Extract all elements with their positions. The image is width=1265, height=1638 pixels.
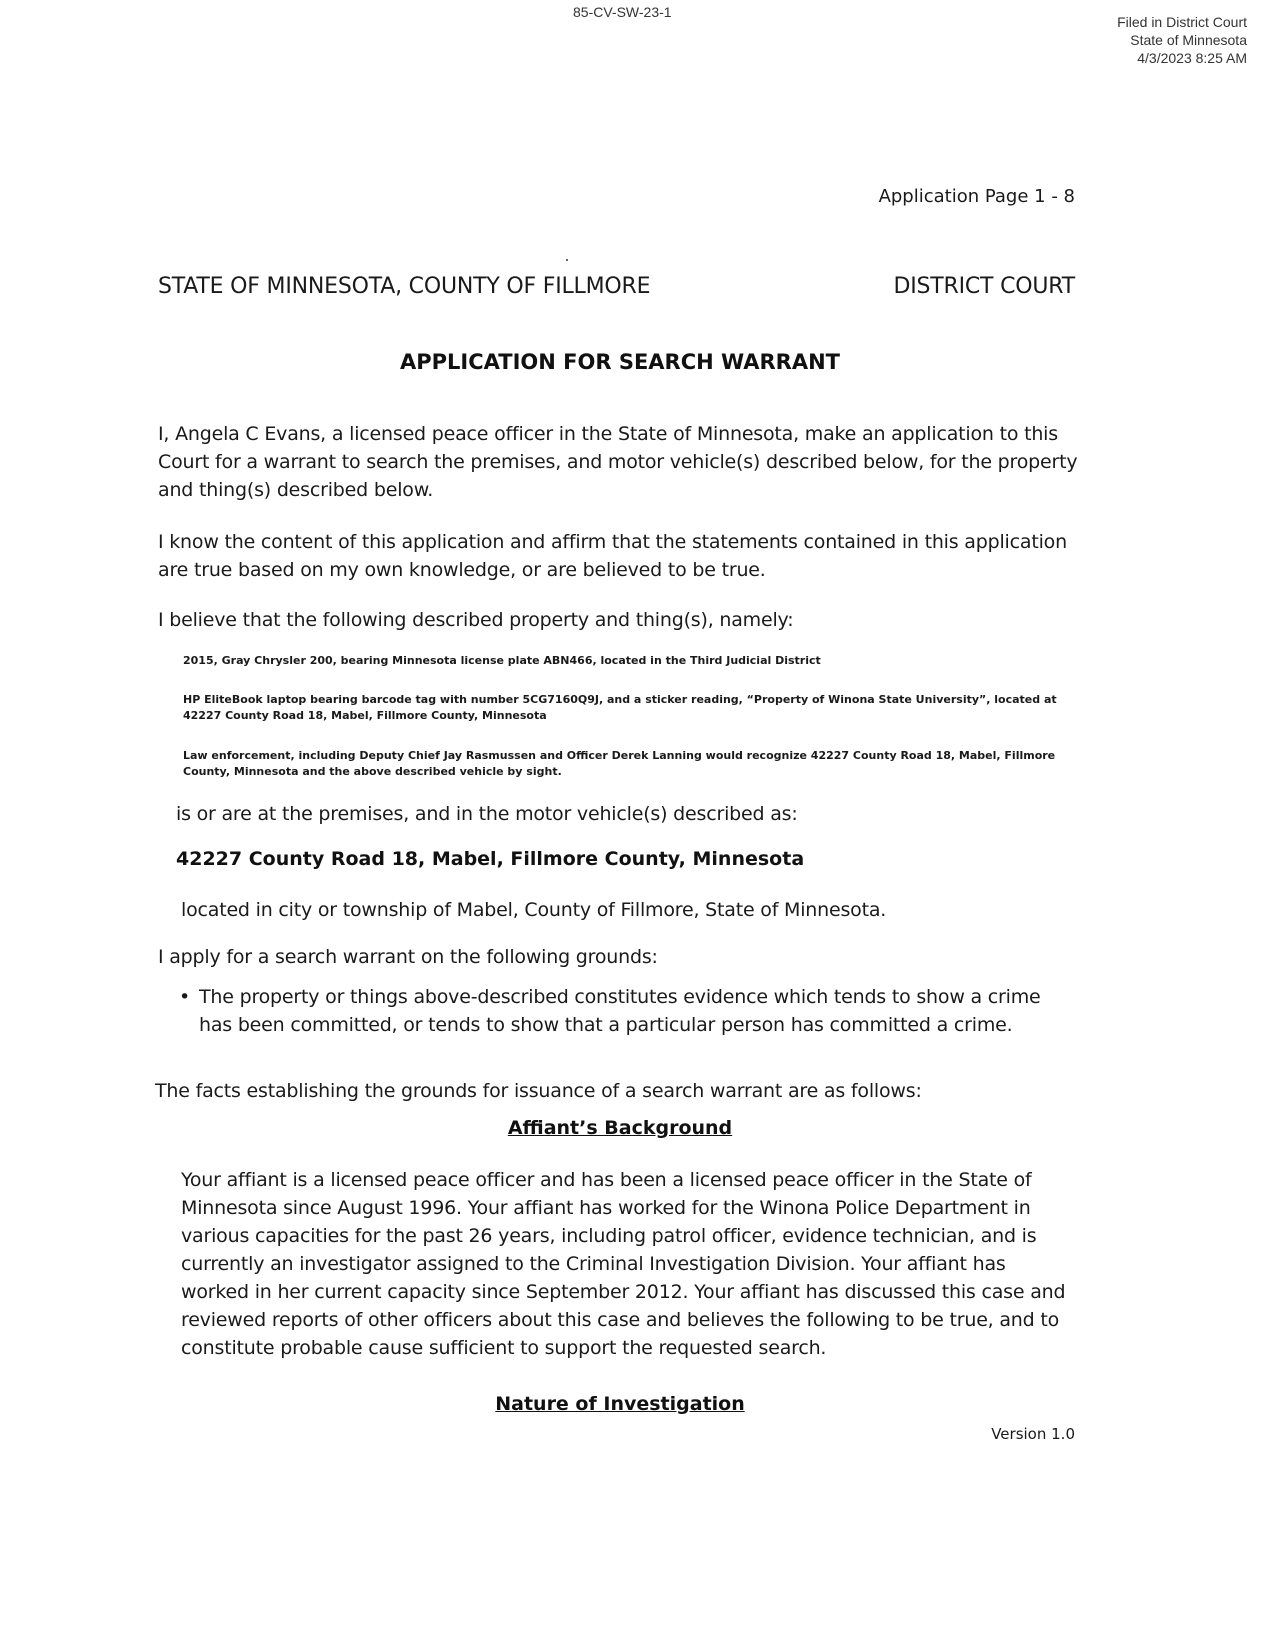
affirmation-paragraph: I know the content of this application and affirm that the statements contained in this application are true based on my own knowledge, or are believed to be true. (158, 531, 1067, 581)
bullet-icon: • (179, 986, 191, 1008)
case-number: 85-CV-SW-23-1 (573, 4, 672, 20)
court-name: DISTRICT COURT (893, 274, 1075, 299)
nature-of-investigation-heading: Nature of Investigation (495, 1393, 745, 1415)
filed-stamp-line3: 4/3/2023 8:25 AM (1137, 50, 1247, 66)
grounds-intro: I apply for a search warrant on the following grounds: (158, 946, 658, 968)
grounds-list-item (179, 983, 1079, 1039)
court-venue: STATE OF MINNESOTA, COUNTY OF FILLMORE (158, 274, 651, 299)
property-intro: I believe that the following described property and thing(s), namely: (158, 609, 794, 631)
premises-address: 42227 County Road 18, Mabel, Fillmore County, Minnesota (176, 848, 805, 870)
scan-artifact (566, 259, 568, 261)
filed-stamp-line2: State of Minnesota (1130, 32, 1247, 48)
facts-intro: The facts establishing the grounds for issuance of a search warrant are as follows: (155, 1080, 922, 1102)
property-item: Law enforcement, including Deputy Chief Jay Rasmussen and Officer Derek Lanning would recognize 42227 County Road 18, Mabel, Fillmore County, Minnesota and the above described vehicle by sight. (183, 749, 1056, 778)
premises-intro: is or are at the premises, and in the motor vehicle(s) described as: (176, 803, 798, 825)
filed-stamp (1117, 13, 1247, 67)
grounds-text: The property or things above-described constitutes evidence which tends to show a crime has been committed, or tends to show that a particular person has committed a crime. (199, 986, 1041, 1036)
application-page-number: Application Page 1 - 8 (878, 186, 1075, 207)
filed-stamp-line1: Filed in District Court (1117, 14, 1247, 30)
version-label: Version 1.0 (991, 1425, 1075, 1443)
location-statement: located in city or township of Mabel, County of Fillmore, State of Minnesota. (181, 899, 887, 921)
affiant-background-heading: Affiant’s Background (507, 1117, 733, 1139)
affiant-background-text: Your affiant is a licensed peace officer and has been a licensed peace officer in the State of Minnesota since August 1996. Your affiant has worked for the Winona Police Department in various capacities for the past 26 years, including patrol officer, evidence technician, and is currently an investigator assigned to the Criminal Investigation Division. Your affiant has worked in her current capacity since September 2012. Your affiant has discussed this case and reviewed reports of other officers about this case and believes the following to be true, and to constitute probable cause sufficient to support the requested search. (181, 1169, 1066, 1359)
document-title: APPLICATION FOR SEARCH WARRANT (400, 350, 840, 374)
intro-paragraph: I, Angela C Evans, a licensed peace officer in the State of Minnesota, make an application to this Court for a warrant to search the premises, and motor vehicle(s) described below, for the property and thing(s) described below. (158, 423, 1078, 501)
property-item: HP EliteBook laptop bearing barcode tag with number 5CG7160Q9J, and a sticker reading, “Property of Winona State University”, located at 42227 County Road 18, Mabel, Fillmore County, Minnesota (183, 693, 1057, 722)
property-item: 2015, Gray Chrysler 200, bearing Minnesota license plate ABN466, located in the Third Judicial District (183, 654, 821, 667)
